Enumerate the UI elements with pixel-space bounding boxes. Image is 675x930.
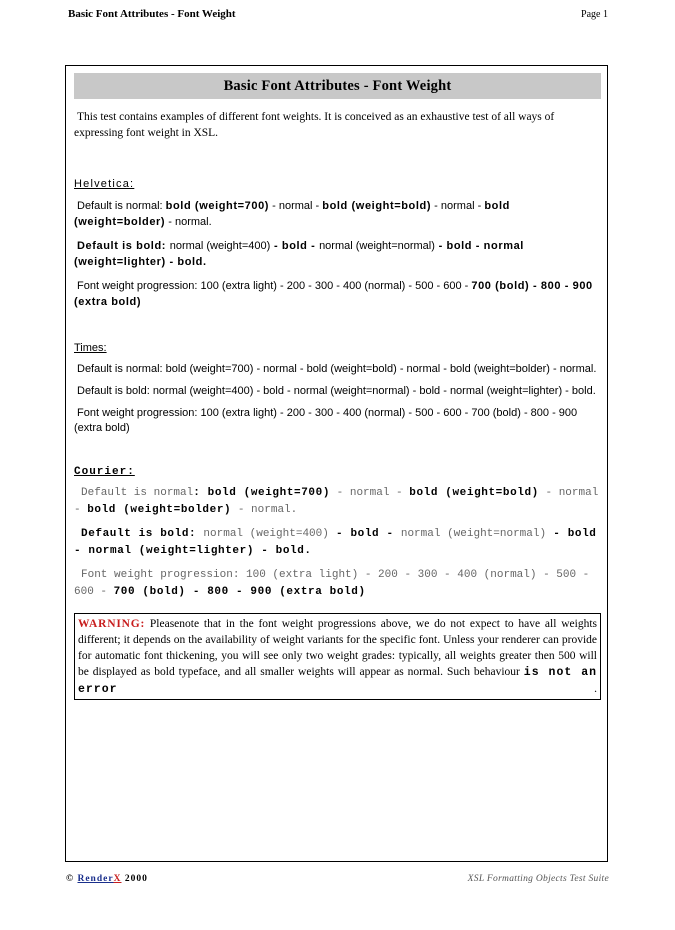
- helvetica-paragraph-2: Default is bold: normal (weight=400) - bold - normal (weight=normal) - bold - normal (weight=lighter) - bold.: [74, 240, 524, 268]
- section-heading-times: Times:: [74, 342, 107, 354]
- intro-paragraph: This test contains examples of different font weights. It is conceived as an exhaustive test of all ways of expressing font weight in XSL.: [74, 111, 555, 139]
- helvetica-paragraph-1: Default is normal: bold (weight=700) - normal - bold (weight=bold) - normal - bold (weight=bolder) - normal.: [74, 200, 510, 228]
- times-paragraph-1: Default is normal: bold (weight=700) - normal - bold (weight=bold) - normal - bold (weight=bolder) - normal.: [77, 363, 597, 375]
- courier-paragraph-1: Default is normal: bold (weight=700) - normal - bold (weight=bold) - normal - bold (weight=bolder) - normal.: [74, 487, 599, 516]
- renderx-link[interactable]: RenderX: [77, 874, 122, 884]
- section-heading-helvetica: Helvetica:: [74, 178, 135, 190]
- section-times: [74, 342, 601, 436]
- warning-label: WARNING:: [78, 618, 146, 630]
- warning-box: WARNING: Pleasenote that in the font weight progressions above, we do not expect to have all weights different; it depends on the availability of weight variants for the specific font. Unless your renderer can provide for automatic font thickening, you will see only two weight grades: typically, all weights greater then 500 will be displayed as bold typeface, and all smaller weights will appear as normal. Such behaviour is not an error .: [74, 613, 601, 700]
- helvetica-paragraph-3: Font weight progression: 100 (extra light) - 200 - 300 - 400 (normal) - 500 - 600 - 700 (bold) - 800 - 900 (extra bold): [74, 280, 593, 308]
- page-title: Basic Font Attributes - Font Weight: [74, 73, 601, 99]
- running-header-title: Basic Font Attributes - Font Weight: [68, 8, 236, 20]
- courier-paragraph-2: Default is bold: normal (weight=400) - bold - normal (weight=normal) - bold - normal (weight=lighter) - bold.: [74, 528, 597, 557]
- section-helvetica: [74, 178, 601, 310]
- footer-suite-name: XSL Formatting Objects Test Suite: [467, 874, 609, 884]
- courier-paragraph-3: Font weight progression: 100 (extra light) - 200 - 300 - 400 (normal) - 500 - 600 - 700 (bold) - 800 - 900 (extra bold): [74, 569, 590, 598]
- footer-copyright: © RenderX 2000: [66, 874, 148, 884]
- section-courier: [74, 466, 601, 601]
- page-number: Page 1: [581, 9, 608, 20]
- times-paragraph-2: Default is bold: normal (weight=400) - bold - normal (weight=normal) - bold - normal (weight=lighter) - bold.: [77, 385, 596, 397]
- times-paragraph-3: Font weight progression: 100 (extra light) - 200 - 300 - 400 (normal) - 500 - 600 - 700 (bold) - 800 - 900 (extra bold): [74, 407, 578, 434]
- warning-emphasis: is not an error: [78, 666, 597, 696]
- content-area: [74, 73, 601, 700]
- page-frame: [65, 65, 608, 862]
- section-heading-courier: Courier:: [74, 466, 135, 478]
